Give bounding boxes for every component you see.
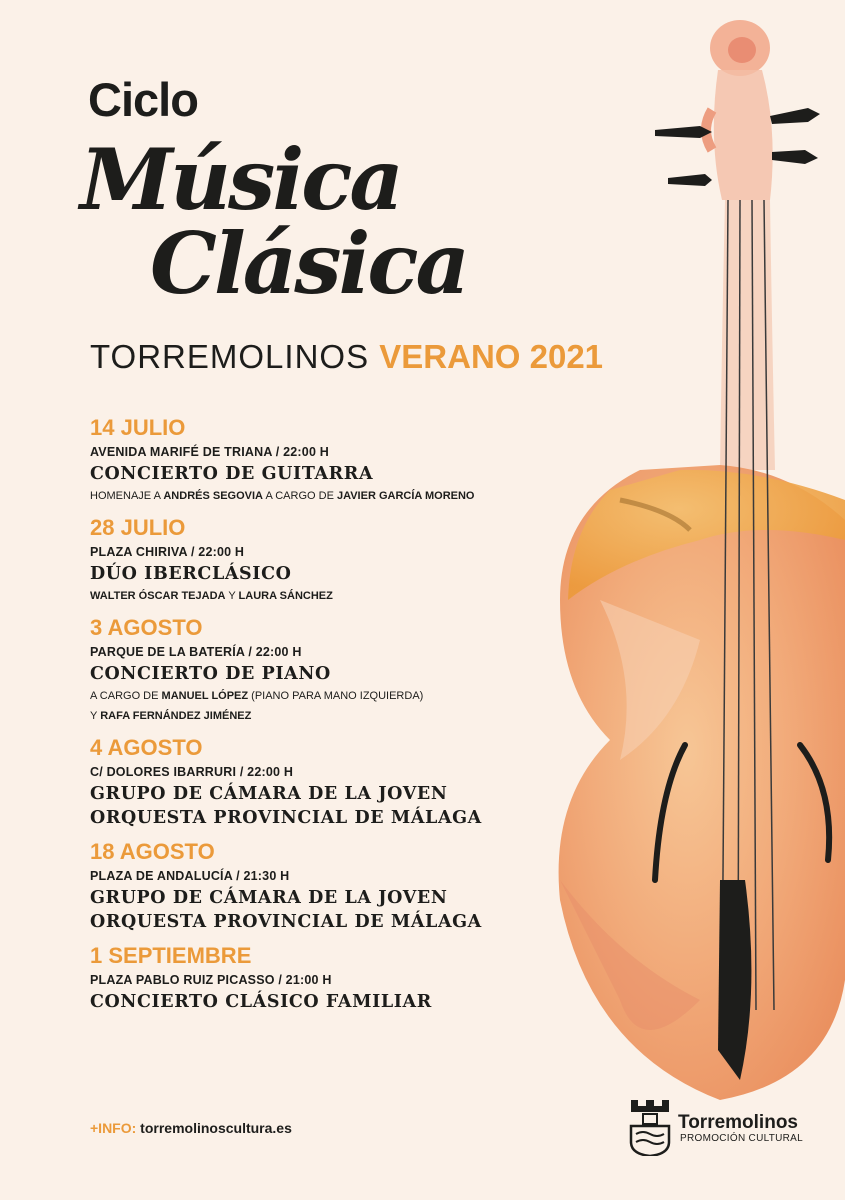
event-date: 1 SEPTIEMBRE [90, 943, 252, 968]
torremolinos-logo [628, 1100, 808, 1156]
event-date: 28 JULIO [90, 515, 186, 540]
event-item [90, 942, 590, 1014]
event-description [90, 706, 590, 726]
description-text: A CARGO DE [263, 490, 337, 502]
description-text: Y [90, 710, 101, 722]
event-venue-time: AVENIDA MARIFÉ DE TRIANA / 22:00 H [90, 445, 330, 459]
event-item [90, 514, 590, 606]
event-item [90, 838, 590, 934]
description-text: HOMENAJE A [90, 490, 164, 502]
subtitle [90, 340, 603, 373]
event-title: DÚO IBERCLÁSICO [90, 564, 292, 584]
logo-name: Torremolinos [678, 1112, 798, 1133]
description-text: A CARGO DE [90, 690, 162, 702]
subtitle-city: TORREMOLINOS [90, 338, 370, 375]
event-venue-time: PARQUE DE LA BATERÍA / 22:00 H [90, 645, 302, 659]
event-title: ORQUESTA PROVINCIAL DE MÁLAGA [90, 808, 482, 828]
event-item [90, 614, 590, 726]
event-date: 18 AGOSTO [90, 839, 215, 864]
performer-name: JAVIER GARCÍA MORENO [336, 490, 475, 502]
event-venue-time: PLAZA PABLO RUIZ PICASSO / 21:00 H [90, 973, 332, 987]
event-date: 3 AGOSTO [90, 615, 203, 640]
event-title: CONCIERTO DE PIANO [90, 664, 331, 684]
event-date: 14 JULIO [90, 415, 186, 440]
performer-name: RAFA FERNÁNDEZ JIMÉNEZ [100, 710, 252, 722]
event-list [90, 414, 590, 1022]
logo-subtitle: PROMOCIÓN CULTURAL [680, 1133, 804, 1144]
info-line [90, 1120, 292, 1136]
event-title: CONCIERTO CLÁSICO FAMILIAR [90, 992, 432, 1012]
performer-name: WALTER ÓSCAR TEJADA [90, 590, 226, 602]
info-url[interactable]: torremolinoscultura.es [140, 1120, 292, 1136]
event-description [90, 686, 590, 706]
event-item [90, 734, 590, 830]
event-description [90, 586, 590, 606]
title-line-1: Música [80, 130, 401, 229]
violin-scroll [706, 20, 773, 200]
description-text: (PIANO PARA MANO IZQUIERDA) [248, 690, 424, 702]
event-venue-time: PLAZA DE ANDALUCÍA / 21:30 H [90, 869, 290, 883]
event-title: ORQUESTA PROVINCIAL DE MÁLAGA [90, 912, 482, 932]
info-label: +INFO: [90, 1120, 137, 1136]
performer-name: LAURA SÁNCHEZ [238, 590, 333, 602]
event-item [90, 414, 590, 506]
event-title: GRUPO DE CÁMARA DE LA JOVEN [90, 888, 448, 908]
event-venue-time: PLAZA CHIRIVA / 22:00 H [90, 545, 245, 559]
violin-body [559, 465, 845, 1100]
event-date: 4 AGOSTO [90, 735, 203, 760]
description-text: Y [225, 590, 239, 602]
subtitle-season: VERANO 2021 [379, 338, 604, 375]
performer-name: MANUEL LÓPEZ [161, 690, 249, 702]
performer-name: ANDRÉS SEGOVIA [163, 490, 263, 502]
event-title: CONCIERTO DE GUITARRA [90, 464, 374, 484]
title-line-2: Clásica [150, 214, 467, 313]
cycle-label: Ciclo [88, 73, 198, 126]
event-title: GRUPO DE CÁMARA DE LA JOVEN [90, 784, 448, 804]
event-description [90, 486, 590, 506]
event-venue-time: C/ DOLORES IBARRURI / 22:00 H [90, 765, 294, 779]
castle-shield-icon [628, 1100, 672, 1156]
